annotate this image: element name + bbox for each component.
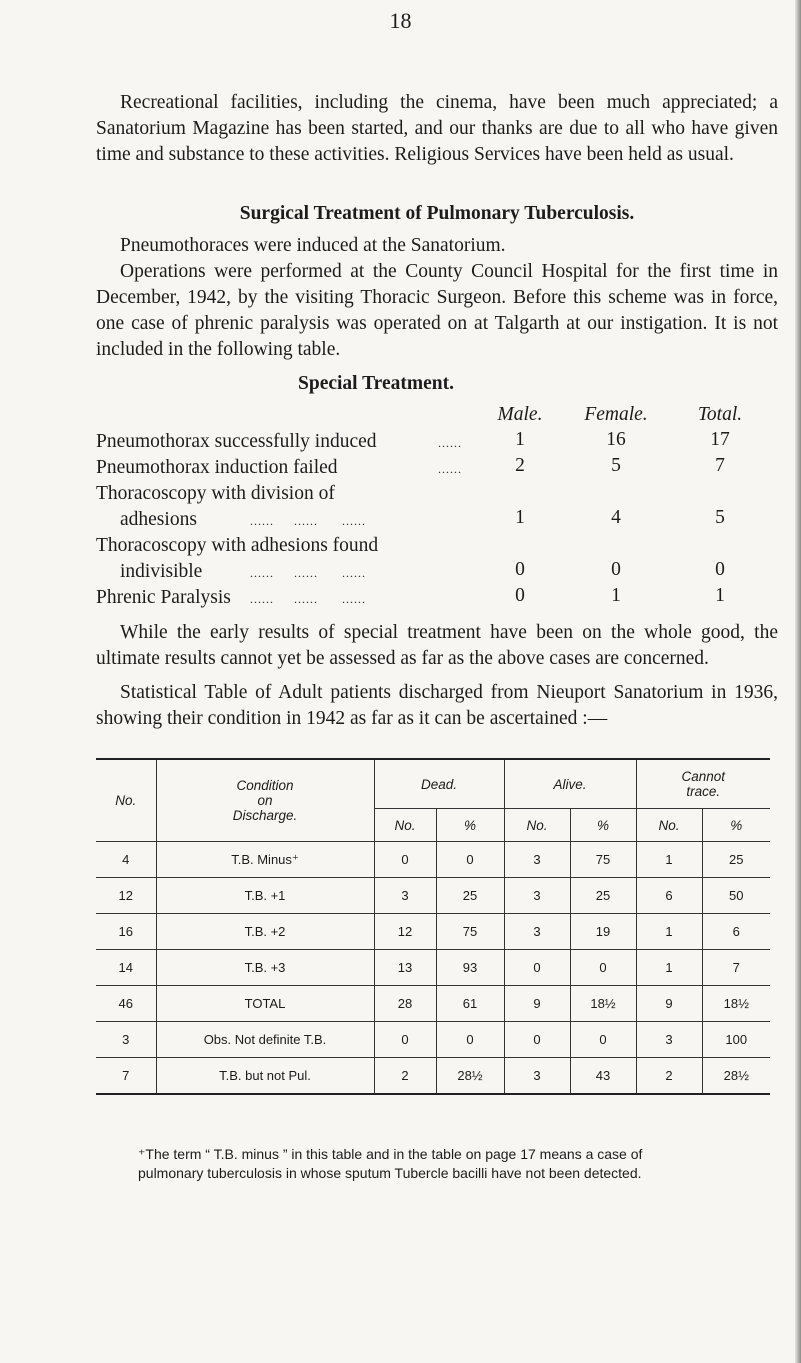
cell-dead-pct: 93 [436, 950, 504, 986]
recreational-paragraph: Recreational facilities, including the cinema, have been much appreciated; a Sanatorium Magazine has been started, and our thanks are due to all who have given time and substance to these activities. Religious Services have been held as usual. [96, 92, 778, 165]
cell-alive-pct: 18½ [570, 986, 636, 1022]
total-count: 17 [710, 429, 730, 450]
cell-ct-no: 9 [636, 986, 702, 1022]
col-female: Female. [584, 404, 648, 425]
cell-alive-no: 3 [504, 842, 570, 878]
cell-ct-no: 1 [636, 842, 702, 878]
cell-alive-pct: 0 [570, 950, 636, 986]
cell-ct-pct: 7 [702, 950, 770, 986]
header-condition-line: on [257, 793, 273, 808]
female-count: 4 [611, 507, 621, 528]
cell-condition: T.B. +1 [156, 878, 374, 914]
total-count: 5 [715, 507, 725, 528]
header-no: No. [96, 759, 156, 842]
surgical-heading: Surgical Treatment of Pulmonary Tuberculosis. [239, 203, 635, 224]
header-cannot-trace-line: trace. [686, 784, 721, 799]
male-count: 2 [515, 455, 525, 476]
table-row-total [96, 986, 770, 1022]
header-cannot-trace [636, 759, 770, 809]
subheader-pct: % [570, 809, 636, 842]
cell-alive-no: 9 [504, 986, 570, 1022]
dot-leader: ...... ...... ...... [250, 592, 366, 606]
male-count: 1 [515, 507, 525, 528]
cell-condition: T.B. Minus⁺ [156, 842, 374, 878]
cell-dead-no: 12 [374, 914, 436, 950]
cell-ct-pct: 25 [702, 842, 770, 878]
cell-condition: Obs. Not definite T.B. [156, 1022, 374, 1058]
male-count: 1 [515, 429, 525, 450]
cell-no: 4 [96, 842, 156, 878]
treatment-label: Pneumothorax induction failed [96, 457, 338, 478]
table-row [96, 842, 770, 878]
table-row [96, 878, 770, 914]
treatment-label: Thoracoscopy with division of [96, 483, 335, 504]
dot-leader: ...... [438, 436, 462, 450]
cell-no: 14 [96, 950, 156, 986]
dot-leader: ...... [438, 462, 462, 476]
treatment-label: Phrenic Paralysis [96, 587, 231, 608]
cell-no: 7 [96, 1058, 156, 1095]
cell-alive-no: 0 [504, 1022, 570, 1058]
cell-dead-pct: 75 [436, 914, 504, 950]
total-count: 7 [715, 455, 725, 476]
cell-alive-pct: 0 [570, 1022, 636, 1058]
early-results-paragraph: While the early results of special treatment have been on the whole good, the ultimate results cannot yet be assessed as far as the above cases are concerned. [96, 622, 778, 669]
table-row [96, 1058, 770, 1095]
subheader-no: No. [504, 809, 570, 842]
cell-ct-no: 2 [636, 1058, 702, 1095]
cell-dead-pct: 25 [436, 878, 504, 914]
total-count: 0 [715, 559, 725, 580]
cell-alive-pct: 75 [570, 842, 636, 878]
table-row [96, 1022, 770, 1058]
table-footnote: ⁺The term “ T.B. minus ” in this table and in the table on page 17 means a case of pulmonary tuberculosis in whose sputum Tubercle bacilli have not been detected. [138, 1146, 643, 1181]
page-number: 18 [389, 8, 412, 33]
cell-dead-no: 0 [374, 1022, 436, 1058]
table-row [96, 950, 770, 986]
cell-alive-pct: 19 [570, 914, 636, 950]
cell-dead-pct: 28½ [436, 1058, 504, 1095]
cell-no: 12 [96, 878, 156, 914]
male-count: 0 [515, 559, 525, 580]
cell-alive-no: 3 [504, 878, 570, 914]
table-row [96, 914, 770, 950]
cell-ct-no: 1 [636, 914, 702, 950]
cell-ct-pct: 100 [702, 1022, 770, 1058]
statistical-table [96, 758, 770, 1095]
cell-ct-no: 6 [636, 878, 702, 914]
cell-ct-no: 1 [636, 950, 702, 986]
header-dead: Dead. [374, 759, 504, 809]
cell-no: 46 [96, 986, 156, 1022]
cell-condition: T.B. but not Pul. [156, 1058, 374, 1095]
pneumothoraces-paragraph: Pneumothoraces were induced at the Sanatorium. [120, 235, 506, 256]
header-condition-line: Condition [236, 778, 294, 793]
cell-dead-no: 28 [374, 986, 436, 1022]
female-count: 0 [611, 559, 621, 580]
total-count: 1 [715, 585, 725, 606]
cell-alive-no: 0 [504, 950, 570, 986]
page-edge-shadow [795, 0, 801, 1363]
treatment-label-cont: adhesions [120, 509, 197, 530]
dot-leader: ...... ...... ...... [250, 514, 366, 528]
cell-condition: T.B. +2 [156, 914, 374, 950]
treatment-label: Pneumothorax successfully induced [96, 431, 377, 452]
cell-no: 16 [96, 914, 156, 950]
subheader-pct: % [436, 809, 504, 842]
female-count: 5 [611, 455, 621, 476]
dot-leader: ...... ...... ...... [250, 566, 366, 580]
cell-dead-no: 2 [374, 1058, 436, 1095]
cell-alive-pct: 25 [570, 878, 636, 914]
cell-dead-no: 13 [374, 950, 436, 986]
treatment-label: Thoracoscopy with adhesions found [96, 535, 379, 556]
header-alive: Alive. [504, 759, 636, 809]
header-condition [156, 759, 374, 842]
statistical-intro-paragraph: Statistical Table of Adult patients discharged from Nieuport Sanatorium in 1936, showing their condition in 1942 as far as it can be ascertained :— [96, 682, 778, 729]
cell-ct-pct: 18½ [702, 986, 770, 1022]
cell-alive-no: 3 [504, 914, 570, 950]
header-condition-line: Discharge. [232, 808, 298, 823]
cell-dead-no: 0 [374, 842, 436, 878]
cell-ct-no: 3 [636, 1022, 702, 1058]
cell-condition: T.B. +3 [156, 950, 374, 986]
subheader-no: No. [636, 809, 702, 842]
cell-dead-pct: 0 [436, 1022, 504, 1058]
cell-dead-pct: 61 [436, 986, 504, 1022]
female-count: 1 [611, 585, 621, 606]
col-male: Male. [497, 404, 543, 425]
cell-no: 3 [96, 1022, 156, 1058]
cell-condition: TOTAL [156, 986, 374, 1022]
operations-paragraph: Operations were performed at the County Council Hospital for the first time in December, 1942, by the visiting Thoracic Surgeon. Before this scheme was in force, one case of phrenic paralysis was operated on at Talgarth at our instigation. It is not included in the following table. [96, 261, 778, 360]
cell-ct-pct: 50 [702, 878, 770, 914]
subheader-no: No. [374, 809, 436, 842]
cell-dead-pct: 0 [436, 842, 504, 878]
cell-ct-pct: 28½ [702, 1058, 770, 1095]
cell-dead-no: 3 [374, 878, 436, 914]
treatment-label-cont: indivisible [120, 561, 203, 582]
cell-alive-no: 3 [504, 1058, 570, 1095]
cell-alive-pct: 43 [570, 1058, 636, 1095]
header-cannot-trace-line: Cannot [681, 769, 726, 784]
male-count: 0 [515, 585, 525, 606]
female-count: 16 [606, 429, 626, 450]
special-treatment-title: Special Treatment. [298, 373, 454, 394]
subheader-pct: % [702, 809, 770, 842]
col-total: Total. [697, 404, 743, 425]
cell-ct-pct: 6 [702, 914, 770, 950]
